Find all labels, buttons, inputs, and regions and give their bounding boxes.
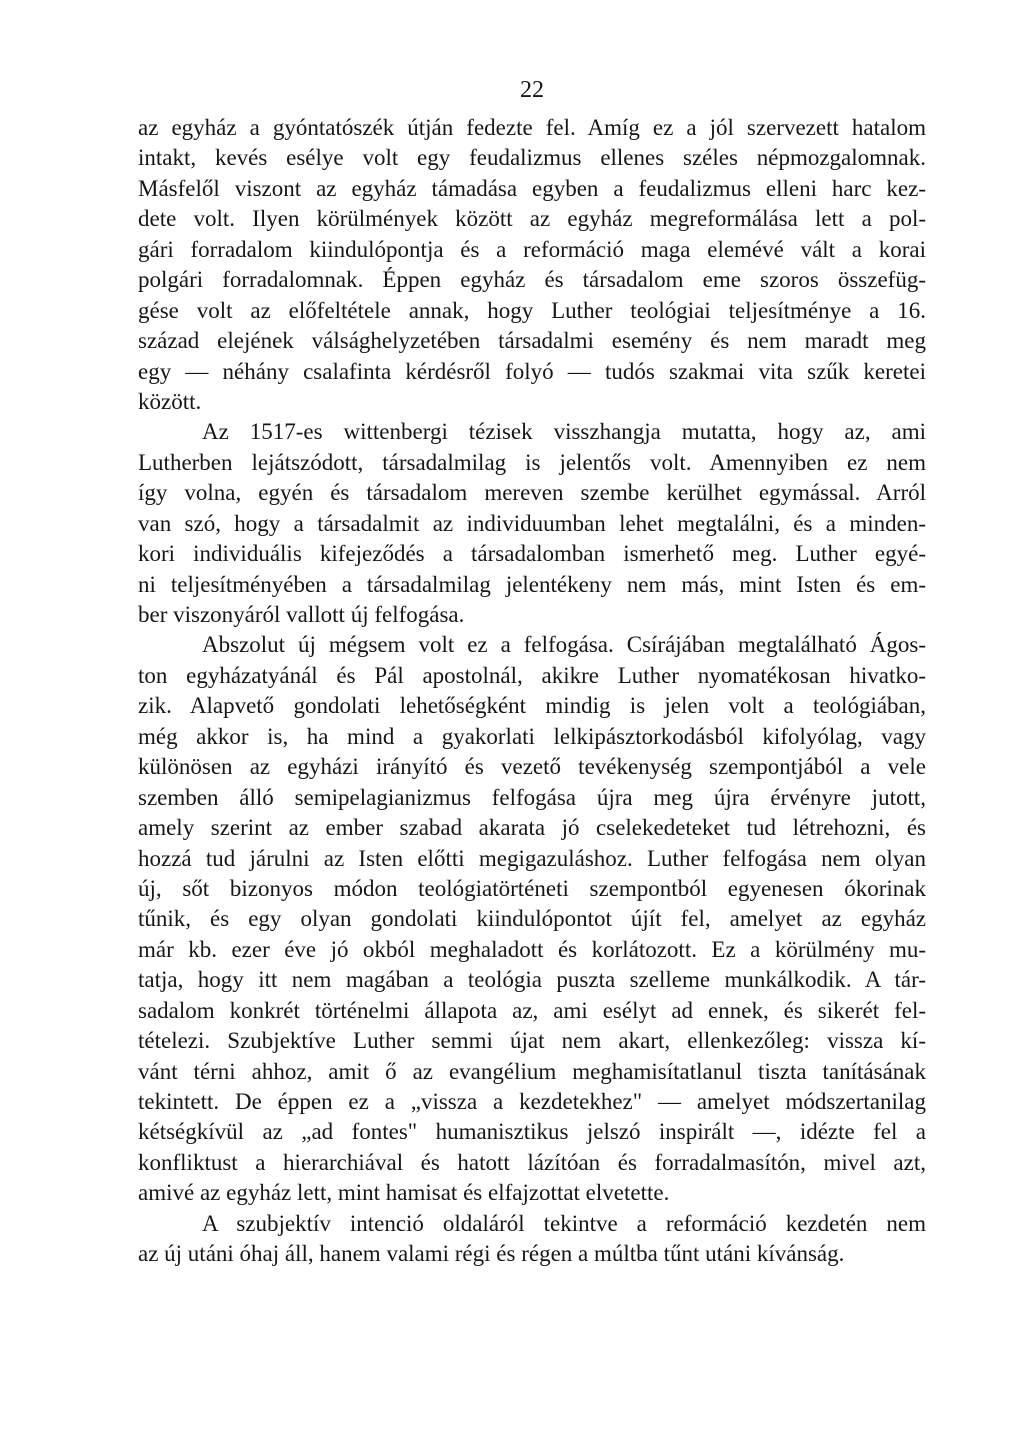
text-line: ton egyházatyánál és Pál apostolnál, akikre Luther nyomatékosan hivatko- — [138, 662, 926, 688]
text-line: ber viszonyáról vallott új felfogása. — [138, 602, 465, 627]
text-line: van szó, hogy a társadalmit az individuumban lehet megtalálni, és a minden- — [138, 510, 926, 536]
text-line: tekintett. De éppen ez a „vissza a kezdetekhez" — amelyet módszertanilag — [138, 1089, 926, 1114]
text-line: gése volt az előfeltétele annak, hogy Luther teológiai teljesítménye a 16. — [138, 297, 926, 323]
text-line: kétségkívül az „ad fontes" humanisztikus jelszó inspirált —, idézte fel a — [138, 1119, 926, 1145]
text-line: vánt térni ahhoz, amit ő az evangélium meghamisítatlanul tiszta tanításának — [138, 1058, 926, 1084]
text-line: még akkor is, ha mind a gyakorlati lelkipásztorkodásból kifolyólag, vagy — [138, 723, 926, 749]
text-line: század elejének válsághelyzetében társadalmi esemény és nem maradt meg — [138, 328, 926, 354]
text-line: szemben álló semipelagianizmus felfogása újra meg újra érvényre jutott, — [138, 784, 926, 810]
text-line: zik. Alapvető gondolati lehetőségként mindig is jelen volt a teológiában, — [138, 693, 926, 719]
text-line: különösen az egyházi irányító és vezető tevékenység szempontjából a vele — [138, 754, 926, 780]
text-line: tételezi. Szubjektíve Luther semmi újat nem akart, ellenkezőleg: vissza kí- — [138, 1028, 926, 1054]
body-text — [138, 113, 926, 1270]
text-line: gári forradalom kiindulópontja és a reformáció maga elemévé vált a korai — [138, 236, 926, 262]
paragraph — [138, 113, 926, 417]
text-line: Az 1517-es wittenbergi tézisek visszhangja mutatta, hogy az, ami — [202, 419, 926, 445]
text-line: az új utáni óhaj áll, hanem valami régi és régen a múltba tűnt utáni kívánság. — [138, 1241, 845, 1267]
paragraph — [138, 417, 926, 630]
text-line: új, sőt bizonyos módon teológiatörténeti szempontból egyenesen ókorinak — [138, 875, 926, 901]
text-line: dete volt. Ilyen körülmények között az egyház megreformálása lett a pol- — [138, 206, 926, 232]
page-number: 22 — [520, 77, 544, 103]
text-line: Másfelől viszont az egyház támadása egyben a feudalizmus elleni harc kez- — [138, 175, 926, 201]
paragraph — [138, 1209, 926, 1270]
text-line: konfliktust a hierarchiával és hatott lázítóan és forradalmasítón, mivel azt, — [138, 1149, 926, 1175]
text-line: tatja, hogy itt nem magában a teológia puszta szelleme munkálkodik. A tár- — [138, 967, 926, 993]
text-line: az egyház a gyóntatószék útján fedezte fel. Amíg ez a jól szervezett hatalom — [138, 115, 926, 140]
text-line: között. — [138, 388, 202, 414]
text-line: A szubjektív intenció oldaláról tekintve a reformáció kezdetén nem — [202, 1210, 926, 1236]
text-line: tűnik, és egy olyan gondolati kiindulópontot újít fel, amelyet az egyház — [138, 906, 926, 932]
text-line: hozzá tud járulni az Isten előtti megigazuláshoz. Luther felfogása nem olyan — [138, 845, 926, 871]
text-line: sadalom konkrét történelmi állapota az, ami esélyt ad ennek, és sikerét fel- — [138, 997, 926, 1023]
text-line: egy — néhány csalafinta kérdésről folyó — tudós szakmai vita szűk keretei — [138, 358, 926, 384]
text-line: amely szerint az ember szabad akarata jó cselekedeteket tud létrehozni, és — [138, 815, 926, 841]
text-line: Abszolut új mégsem volt ez a felfogása. Csírájában megtalálható Ágos- — [202, 632, 926, 658]
paragraph — [138, 630, 926, 1208]
text-line: polgári forradalomnak. Éppen egyház és társadalom eme szoros összefüg- — [138, 267, 926, 293]
text-line: így volna, egyén és társadalom mereven szembe kerülhet egymással. Arról — [138, 480, 926, 506]
text-line: ni teljesítményében a társadalmilag jelentékeny nem más, mint Isten és em- — [138, 571, 926, 597]
text-line: Lutherben lejátszódott, társadalmilag is jelentős volt. Amennyiben ez nem — [138, 449, 926, 475]
text-line: már kb. ezer éve jó okból meghaladott és korlátozott. Ez a körülmény mu- — [138, 936, 926, 962]
text-line: intakt, kevés esélye volt egy feudalizmus ellenes széles népmozgalomnak. — [138, 145, 926, 171]
text-line: kori individuális kifejeződés a társadalomban ismerhető meg. Luther egyé- — [138, 541, 926, 567]
text-line: amivé az egyház lett, mint hamisat és elfajzottat elvetette. — [138, 1180, 670, 1206]
